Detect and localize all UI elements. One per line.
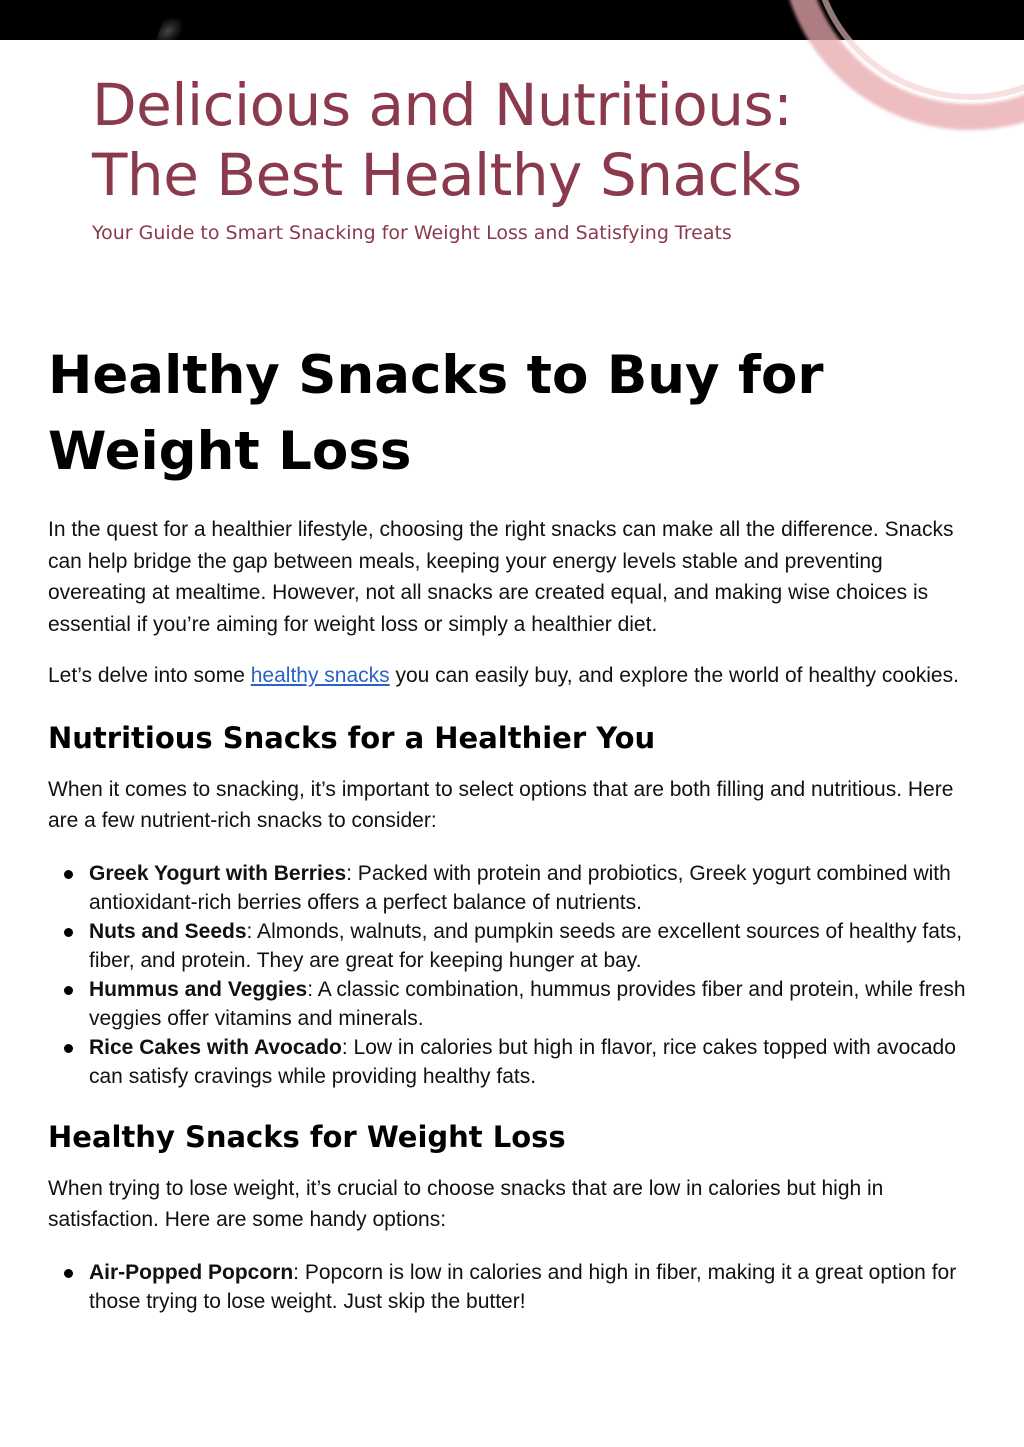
document-title-line1: Delicious and Nutritious: (92, 71, 793, 139)
nutritious-snacks-list (48, 859, 978, 1091)
list-item-desc: : Packed with protein and probiotics, Greek yogurt combined with antioxidant-rich berries offers a perfect balance of nutrients. (89, 861, 951, 914)
section-heading-nutritious: Nutritious Snacks for a Healthier You (48, 720, 656, 755)
list-item-term: Rice Cakes with Avocado (89, 1035, 342, 1059)
article-body (48, 338, 978, 1316)
section-intro-nutritious: When it comes to snacking, it’s important to select options that are both filling and nutritious. Here are a few nutrient-rich snacks to consider: (48, 777, 954, 832)
article-heading: Healthy Snacks to Buy for Weight Loss (48, 345, 824, 482)
list-item-term: Air-Popped Popcorn (89, 1260, 294, 1284)
weight-loss-snacks-list (48, 1258, 978, 1316)
intro-paragraph: In the quest for a healthier lifestyle, choosing the right snacks can make all the difference. Snacks can help bridge the gap between meals, keeping your energy levels stable and preventing overeating at mealtime. However, not all snacks are created equal, and making wise choices is essential if you’re aiming for weight loss or simply a healthier diet. (48, 518, 954, 636)
list-item (48, 917, 978, 975)
delve-text-before: Let’s delve into some (48, 664, 251, 687)
list-item-term: Nuts and Seeds (89, 919, 247, 943)
bullet-icon (64, 870, 73, 879)
bullet-icon (64, 986, 73, 995)
bullet-icon (64, 1269, 73, 1278)
list-item (48, 1033, 978, 1091)
list-item-desc: : Popcorn is low in calories and high in fiber, making it a great option for those trying to lose weight. Just skip the butter! (89, 1260, 957, 1313)
healthy-snacks-link[interactable]: healthy snacks (250, 664, 390, 687)
document-header (92, 70, 852, 246)
list-item-term: Hummus and Veggies (89, 977, 308, 1001)
bullet-icon (64, 928, 73, 937)
list-item-desc: : Low in calories but high in flavor, rice cakes topped with avocado can satisfy cravings while providing healthy fats. (89, 1035, 956, 1088)
banner-glare-decoration (156, 18, 186, 40)
bullet-icon (64, 1044, 73, 1053)
section-intro-weight-loss: When trying to lose weight, it’s crucial to choose snacks that are low in calories but high in satisfaction. Here are some handy options: (48, 1176, 884, 1231)
list-item (48, 859, 978, 917)
document-title-line2: The Best Healthy Snacks (92, 141, 802, 209)
document-title (92, 70, 852, 210)
list-item-term: Greek Yogurt with Berries (89, 861, 347, 885)
document-subtitle: Your Guide to Smart Snacking for Weight Loss and Satisfying Treats (92, 222, 732, 244)
delve-paragraph (48, 660, 978, 692)
list-item (48, 1258, 978, 1316)
list-item (48, 975, 978, 1033)
section-heading-weight-loss: Healthy Snacks for Weight Loss (48, 1119, 566, 1154)
list-item-desc: : Almonds, walnuts, and pumpkin seeds are excellent sources of healthy fats, fiber, and protein. They are great for keeping hunger at bay. (89, 919, 963, 972)
delve-text-after: you can easily buy, and explore the world of healthy cookies. (389, 664, 959, 687)
list-item-desc: : A classic combination, hummus provides fiber and protein, while fresh veggies offer vitamins and minerals. (89, 977, 966, 1030)
